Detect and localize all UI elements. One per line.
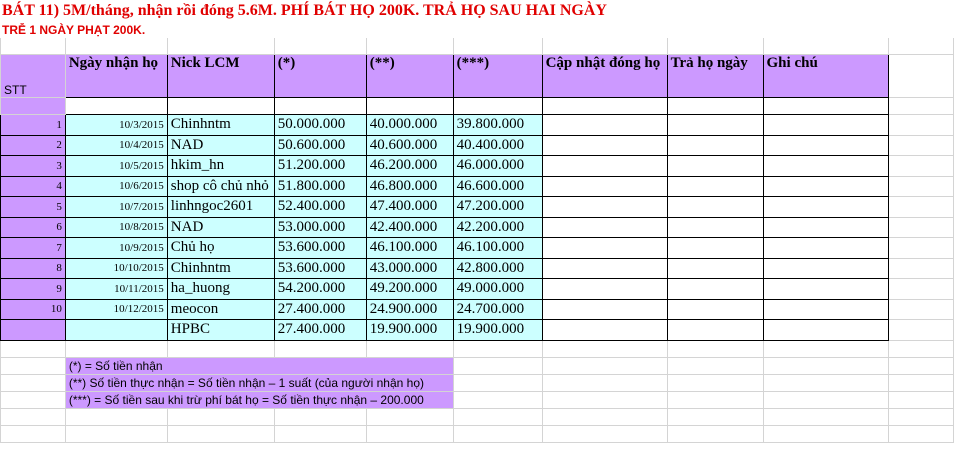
cell[interactable] (667, 391, 763, 408)
amount-cell[interactable]: 27.400.000 (274, 299, 366, 320)
nick-cell[interactable]: ha_huong (167, 279, 274, 300)
cell[interactable] (65, 425, 167, 442)
cell[interactable] (763, 357, 889, 374)
after-fee-cell[interactable]: 49.000.000 (453, 279, 542, 300)
table-row (1, 197, 954, 218)
cell[interactable] (274, 425, 366, 442)
header-nick[interactable]: Nick LCM (167, 55, 274, 98)
cell[interactable] (453, 425, 542, 442)
stt-cell[interactable]: 6 (1, 217, 66, 238)
cell[interactable] (542, 98, 667, 115)
cell[interactable] (453, 98, 542, 115)
cell[interactable] (453, 408, 542, 425)
cell[interactable] (763, 38, 889, 55)
cell[interactable] (667, 425, 763, 442)
after-fee-cell[interactable]: 39.800.000 (453, 115, 542, 136)
table-row (1, 156, 954, 177)
net-amount-cell[interactable]: 19.900.000 (366, 320, 453, 341)
pay-date-cell[interactable] (667, 258, 763, 279)
cell[interactable] (667, 374, 763, 391)
cell[interactable] (889, 408, 954, 425)
cell[interactable] (667, 98, 763, 115)
cell[interactable] (889, 425, 954, 442)
cell[interactable] (889, 299, 954, 320)
amount-cell[interactable]: 53.600.000 (274, 238, 366, 259)
cell[interactable] (1, 38, 66, 55)
cell[interactable] (1, 340, 66, 357)
cell[interactable] (763, 340, 889, 357)
table-row (1, 115, 954, 136)
update-cell[interactable] (542, 299, 667, 320)
nick-cell[interactable]: Chinhntm (167, 258, 274, 279)
update-cell[interactable] (542, 176, 667, 197)
cell[interactable] (366, 425, 453, 442)
cell[interactable] (889, 156, 954, 177)
after-fee-cell[interactable]: 19.900.000 (453, 320, 542, 341)
cell[interactable] (366, 98, 453, 115)
date-cell[interactable]: 10/7/2015 (65, 197, 167, 218)
cell[interactable] (667, 38, 763, 55)
cell[interactable] (667, 357, 763, 374)
note-cell[interactable] (763, 176, 889, 197)
amount-cell[interactable]: 54.200.000 (274, 279, 366, 300)
cell[interactable] (667, 408, 763, 425)
date-cell[interactable]: 10/11/2015 (65, 279, 167, 300)
cell[interactable] (889, 115, 954, 136)
table-row (1, 279, 954, 300)
stt-cell[interactable] (1, 320, 66, 341)
cell[interactable] (763, 98, 889, 115)
net-amount-cell[interactable]: 46.100.000 (366, 238, 453, 259)
cell[interactable] (1, 408, 66, 425)
note-cell[interactable] (763, 156, 889, 177)
cell[interactable] (65, 38, 167, 55)
header-update[interactable]: Cập nhật đóng họ (542, 55, 667, 98)
table-row (1, 238, 954, 259)
table-row (1, 217, 954, 238)
update-cell[interactable] (542, 258, 667, 279)
note-cell[interactable] (763, 320, 889, 341)
cell[interactable] (366, 408, 453, 425)
cell[interactable] (889, 217, 954, 238)
cell[interactable] (542, 340, 667, 357)
note-cell[interactable] (763, 135, 889, 156)
note-cell[interactable] (763, 217, 889, 238)
date-cell[interactable] (65, 320, 167, 341)
amount-cell[interactable]: 53.000.000 (274, 217, 366, 238)
stt-cell[interactable]: 1 (1, 115, 66, 136)
pay-date-cell[interactable] (667, 197, 763, 218)
cell[interactable] (763, 408, 889, 425)
cell[interactable] (763, 374, 889, 391)
header-after-fee[interactable]: (***) (453, 55, 542, 98)
stt-cell[interactable]: 3 (1, 156, 66, 177)
net-amount-cell[interactable]: 49.200.000 (366, 279, 453, 300)
date-cell[interactable]: 10/8/2015 (65, 217, 167, 238)
stt-cell[interactable]: 8 (1, 258, 66, 279)
header-stt[interactable]: STT (1, 55, 66, 98)
stt-cell[interactable]: 9 (1, 279, 66, 300)
after-fee-cell[interactable]: 46.600.000 (453, 176, 542, 197)
note-cell[interactable] (763, 197, 889, 218)
pay-date-cell[interactable] (667, 156, 763, 177)
nick-cell[interactable]: shop cô chủ nhỏ (167, 176, 274, 197)
table-row (1, 176, 954, 197)
cell[interactable] (889, 176, 954, 197)
cell[interactable] (167, 425, 274, 442)
after-fee-cell[interactable]: 47.200.000 (453, 197, 542, 218)
table-row (1, 258, 954, 279)
update-cell[interactable] (542, 135, 667, 156)
amount-cell[interactable]: 50.000.000 (274, 115, 366, 136)
cell[interactable] (889, 38, 954, 55)
amount-cell[interactable]: 51.200.000 (274, 156, 366, 177)
pay-date-cell[interactable] (667, 135, 763, 156)
cell[interactable] (274, 98, 366, 115)
cell[interactable] (167, 340, 274, 357)
cell[interactable] (167, 408, 274, 425)
after-fee-cell[interactable]: 40.400.000 (453, 135, 542, 156)
pay-date-cell[interactable] (667, 320, 763, 341)
cell[interactable] (65, 408, 167, 425)
nick-cell[interactable]: hkim_hn (167, 156, 274, 177)
cell[interactable] (1, 357, 66, 374)
nick-cell[interactable]: linhngoc2601 (167, 197, 274, 218)
nick-cell[interactable]: NAD (167, 217, 274, 238)
cell[interactable] (542, 374, 667, 391)
update-cell[interactable] (542, 197, 667, 218)
table-row (1, 135, 954, 156)
cell[interactable] (542, 38, 667, 55)
cell[interactable] (889, 391, 954, 408)
update-cell[interactable] (542, 156, 667, 177)
net-amount-cell[interactable]: 46.800.000 (366, 176, 453, 197)
stt-cell[interactable]: 5 (1, 197, 66, 218)
nick-cell[interactable]: NAD (167, 135, 274, 156)
cell[interactable] (889, 98, 954, 115)
cell[interactable] (889, 197, 954, 218)
amount-cell[interactable]: 27.400.000 (274, 320, 366, 341)
cell[interactable] (542, 425, 667, 442)
cell[interactable] (453, 357, 542, 374)
cell[interactable] (274, 38, 366, 55)
cell[interactable] (65, 340, 167, 357)
legend-note[interactable]: (**) Số tiền thực nhận = Số tiền nhận – 1 suất (của người nhận họ) (65, 374, 453, 391)
note-cell[interactable] (763, 299, 889, 320)
amount-cell[interactable]: 50.600.000 (274, 135, 366, 156)
after-fee-cell[interactable]: 42.800.000 (453, 258, 542, 279)
date-cell[interactable]: 10/12/2015 (65, 299, 167, 320)
date-cell[interactable]: 10/4/2015 (65, 135, 167, 156)
cell[interactable] (453, 391, 542, 408)
cell[interactable] (542, 357, 667, 374)
pay-date-cell[interactable] (667, 299, 763, 320)
date-cell[interactable]: 10/3/2015 (65, 115, 167, 136)
cell[interactable] (542, 408, 667, 425)
net-amount-cell[interactable]: 47.400.000 (366, 197, 453, 218)
cell[interactable] (763, 425, 889, 442)
note-cell[interactable] (763, 238, 889, 259)
pay-date-cell[interactable] (667, 115, 763, 136)
date-cell[interactable]: 10/5/2015 (65, 156, 167, 177)
net-amount-cell[interactable]: 43.000.000 (366, 258, 453, 279)
cell[interactable] (1, 425, 66, 442)
stt-cell[interactable]: 10 (1, 299, 66, 320)
update-cell[interactable] (542, 115, 667, 136)
table-row (1, 299, 954, 320)
cell[interactable] (65, 98, 167, 115)
header-amount[interactable]: (*) (274, 55, 366, 98)
net-amount-cell[interactable]: 40.000.000 (366, 115, 453, 136)
net-amount-cell[interactable]: 24.900.000 (366, 299, 453, 320)
pay-date-cell[interactable] (667, 217, 763, 238)
cell[interactable] (889, 135, 954, 156)
cell[interactable] (889, 374, 954, 391)
cell[interactable] (889, 238, 954, 259)
cell[interactable] (274, 408, 366, 425)
update-cell[interactable] (542, 320, 667, 341)
pay-date-cell[interactable] (667, 238, 763, 259)
header-pay-date[interactable]: Trả họ ngày (667, 55, 763, 98)
net-amount-cell[interactable]: 46.200.000 (366, 156, 453, 177)
table-row (1, 320, 954, 341)
cell[interactable] (667, 340, 763, 357)
after-fee-cell[interactable]: 24.700.000 (453, 299, 542, 320)
cell[interactable] (889, 320, 954, 341)
legend-note[interactable]: (***) = Số tiền sau khi trừ phí bát họ = Số tiền thực nhận – 200.000 (65, 391, 453, 408)
pay-date-cell[interactable] (667, 279, 763, 300)
legend-note[interactable]: (*) = Số tiền nhận (65, 357, 453, 374)
cell[interactable] (763, 391, 889, 408)
sheet-subtitle: TRỄ 1 NGÀY PHẠT 200K. (2, 23, 146, 37)
cell[interactable] (542, 391, 667, 408)
cell[interactable] (889, 357, 954, 374)
date-cell[interactable]: 10/6/2015 (65, 176, 167, 197)
stt-cell[interactable]: 7 (1, 238, 66, 259)
cell[interactable] (167, 98, 274, 115)
cell[interactable] (1, 98, 66, 115)
after-fee-cell[interactable]: 46.100.000 (453, 238, 542, 259)
header-note[interactable]: Ghi chú (763, 55, 889, 98)
after-fee-cell[interactable]: 46.000.000 (453, 156, 542, 177)
cell[interactable] (1, 391, 66, 408)
cell[interactable] (453, 38, 542, 55)
sheet-title: BÁT 11) 5M/tháng, nhận rồi đóng 5.6M. PHÍ BÁT HỌ 200K. TRẢ HỌ SAU HAI NGÀY (2, 2, 607, 19)
header-net-amount[interactable]: (**) (366, 55, 453, 98)
amount-cell[interactable]: 51.800.000 (274, 176, 366, 197)
nick-cell[interactable]: Chinhntm (167, 115, 274, 136)
net-amount-cell[interactable]: 40.600.000 (366, 135, 453, 156)
cell[interactable] (889, 340, 954, 357)
cell[interactable] (167, 38, 274, 55)
cell[interactable] (889, 55, 954, 98)
cell[interactable] (889, 279, 954, 300)
nick-cell[interactable]: HPBC (167, 320, 274, 341)
nick-cell[interactable]: Chủ họ (167, 238, 274, 259)
update-cell[interactable] (542, 279, 667, 300)
cell[interactable] (366, 38, 453, 55)
date-cell[interactable]: 10/10/2015 (65, 258, 167, 279)
after-fee-cell[interactable]: 42.200.000 (453, 217, 542, 238)
nick-cell[interactable]: meocon (167, 299, 274, 320)
cell[interactable] (366, 340, 453, 357)
amount-cell[interactable]: 52.400.000 (274, 197, 366, 218)
cell[interactable] (1, 374, 66, 391)
update-cell[interactable] (542, 238, 667, 259)
cell[interactable] (889, 258, 954, 279)
date-cell[interactable]: 10/9/2015 (65, 238, 167, 259)
cell[interactable] (453, 340, 542, 357)
net-amount-cell[interactable]: 42.400.000 (366, 217, 453, 238)
amount-cell[interactable]: 53.600.000 (274, 258, 366, 279)
cell[interactable] (274, 340, 366, 357)
update-cell[interactable] (542, 217, 667, 238)
header-date[interactable]: Ngày nhận họ (65, 55, 167, 98)
note-cell[interactable] (763, 258, 889, 279)
note-cell[interactable] (763, 279, 889, 300)
pay-date-cell[interactable] (667, 176, 763, 197)
note-cell[interactable] (763, 115, 889, 136)
stt-cell[interactable]: 4 (1, 176, 66, 197)
stt-cell[interactable]: 2 (1, 135, 66, 156)
cell[interactable] (453, 374, 542, 391)
